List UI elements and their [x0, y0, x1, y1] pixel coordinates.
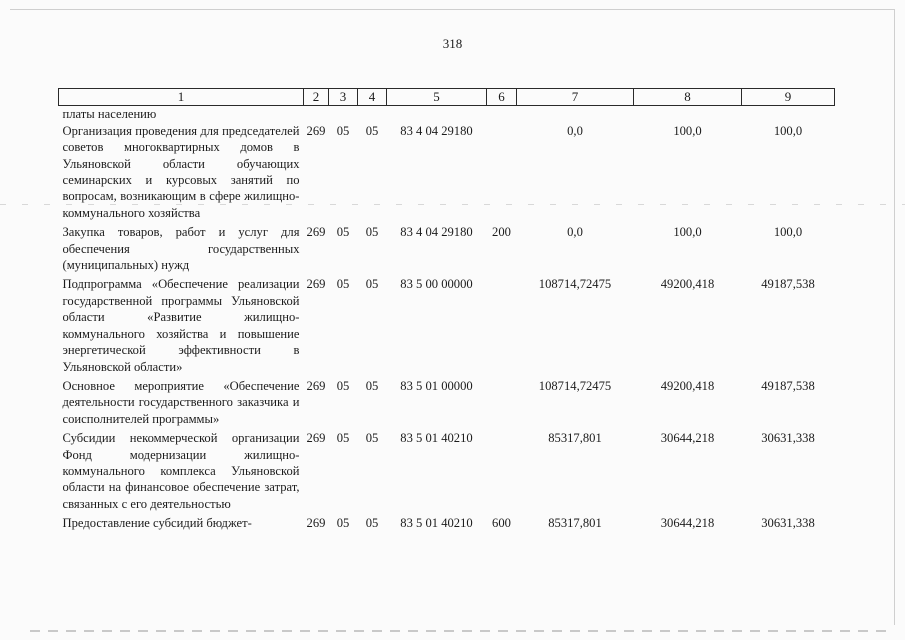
cell-code-6	[487, 276, 517, 377]
column-header: 3	[329, 89, 358, 106]
cell-code-4: 05	[365, 123, 379, 138]
cell-code-3	[329, 106, 358, 123]
column-header: 5	[387, 89, 487, 106]
cell-value-8: 100,0	[673, 225, 702, 240]
cell-code-6: 200	[492, 225, 511, 240]
cell-code-3: 05	[336, 123, 350, 138]
row-name: Основное мероприятие «Обеспечение деятельности государственного заказчика и соисполнителей программы»	[62, 378, 300, 426]
cell-code-2: 269	[306, 378, 326, 393]
cell-code-6	[487, 430, 517, 515]
cell-code-6	[487, 106, 517, 123]
cell-value-9: 100,0	[773, 123, 803, 138]
cell-value-8	[634, 106, 742, 123]
cell-code-4: 05	[365, 225, 379, 240]
cell-value-7: 85317,801	[548, 516, 602, 531]
cell-code-2: 269	[306, 431, 326, 446]
cell-code-3: 05	[336, 225, 350, 240]
table-row	[59, 106, 835, 123]
cell-value-8: 30644,218	[660, 431, 715, 446]
cell-code-3: 05	[336, 516, 350, 531]
cell-value-9	[742, 106, 835, 123]
cell-code-6: 600	[492, 516, 511, 531]
table-row	[59, 515, 835, 531]
cell-code-4: 05	[365, 277, 379, 292]
cell-code-2: 269	[306, 123, 326, 138]
page-number: 318	[442, 36, 463, 51]
row-name: Закупка товаров, работ и услуг для обеспечения государственных (муниципальных) нужд	[62, 225, 300, 273]
cell-code-4: 05	[365, 516, 379, 531]
cell-value-8: 30644,218	[660, 516, 715, 531]
cell-value-8: 49200,418	[660, 378, 715, 393]
row-name: Подпрограмма «Обеспечение реализации государственной программы Ульяновской области «Развитие жилищно-коммунального хозяйства и повышение энергетической эффективности в Ульяновской области»	[62, 277, 300, 374]
cell-code-5: 83 5 01 00000	[400, 378, 473, 393]
row-name: Организация проведения для председателей советов многоквартирных домов в Ульяновской области обучающих семинарских и курсовых занятий по вопросам, возникающим в сфере жилищно-коммунального хозяйства	[62, 123, 300, 220]
column-header: 4	[358, 89, 387, 106]
row-name: Предоставление субсидий бюджет-	[62, 516, 252, 531]
column-header: 8	[634, 89, 742, 106]
table-row	[59, 123, 835, 224]
cell-code-5: 83 5 00 00000	[400, 277, 473, 292]
column-header: 6	[487, 89, 517, 106]
cell-code-3: 05	[336, 277, 350, 292]
cell-code-6	[487, 378, 517, 430]
table-row	[59, 430, 835, 515]
table-header-row	[59, 89, 835, 106]
cell-code-3: 05	[336, 378, 350, 393]
cell-code-5: 83 4 04 29180	[400, 225, 473, 240]
cell-value-7: 0,0	[567, 123, 583, 138]
scan-artifact-bottom	[30, 630, 890, 632]
cell-code-5	[387, 106, 487, 123]
cell-value-7: 85317,801	[548, 431, 602, 446]
cell-code-4: 05	[365, 378, 379, 393]
cell-value-9: 30631,338	[761, 516, 815, 531]
row-name: Субсидии некоммерческой организации Фонд модернизации жилищно-коммунального комплекса Ульяновской области на финансовое обеспечение затрат, связанных с его деятельностью	[62, 431, 300, 511]
cell-code-2: 269	[306, 225, 326, 240]
cell-code-2: 269	[306, 277, 326, 292]
cell-value-9: 30631,338	[761, 431, 815, 446]
cell-code-5: 83 4 04 29180	[400, 123, 473, 138]
cell-code-5: 83 5 01 40210	[400, 431, 473, 446]
table-row	[59, 276, 835, 377]
cell-value-8: 100,0	[673, 123, 702, 138]
row-name: платы населению	[62, 107, 157, 122]
cell-value-9: 49187,538	[761, 378, 815, 393]
cell-value-7: 108714,72475	[538, 277, 612, 292]
budget-table	[58, 88, 835, 532]
cell-code-4: 05	[365, 431, 379, 446]
table-row	[59, 224, 835, 276]
cell-code-3: 05	[336, 431, 350, 446]
cell-code-6	[487, 123, 517, 224]
cell-code-2: 269	[306, 516, 326, 531]
column-header: 2	[304, 89, 329, 106]
cell-value-9: 49187,538	[761, 277, 815, 292]
cell-value-9: 100,0	[773, 225, 803, 240]
cell-value-7: 0,0	[567, 225, 583, 240]
cell-value-7	[517, 106, 634, 123]
cell-code-4	[358, 106, 387, 123]
table-row	[59, 378, 835, 430]
column-header: 9	[742, 89, 835, 106]
column-header: 1	[59, 89, 304, 106]
cell-code-2	[304, 106, 329, 123]
cell-value-8: 49200,418	[660, 277, 715, 292]
cell-code-5: 83 5 01 40210	[400, 516, 473, 531]
column-header: 7	[517, 89, 634, 106]
cell-value-7: 108714,72475	[538, 378, 612, 393]
